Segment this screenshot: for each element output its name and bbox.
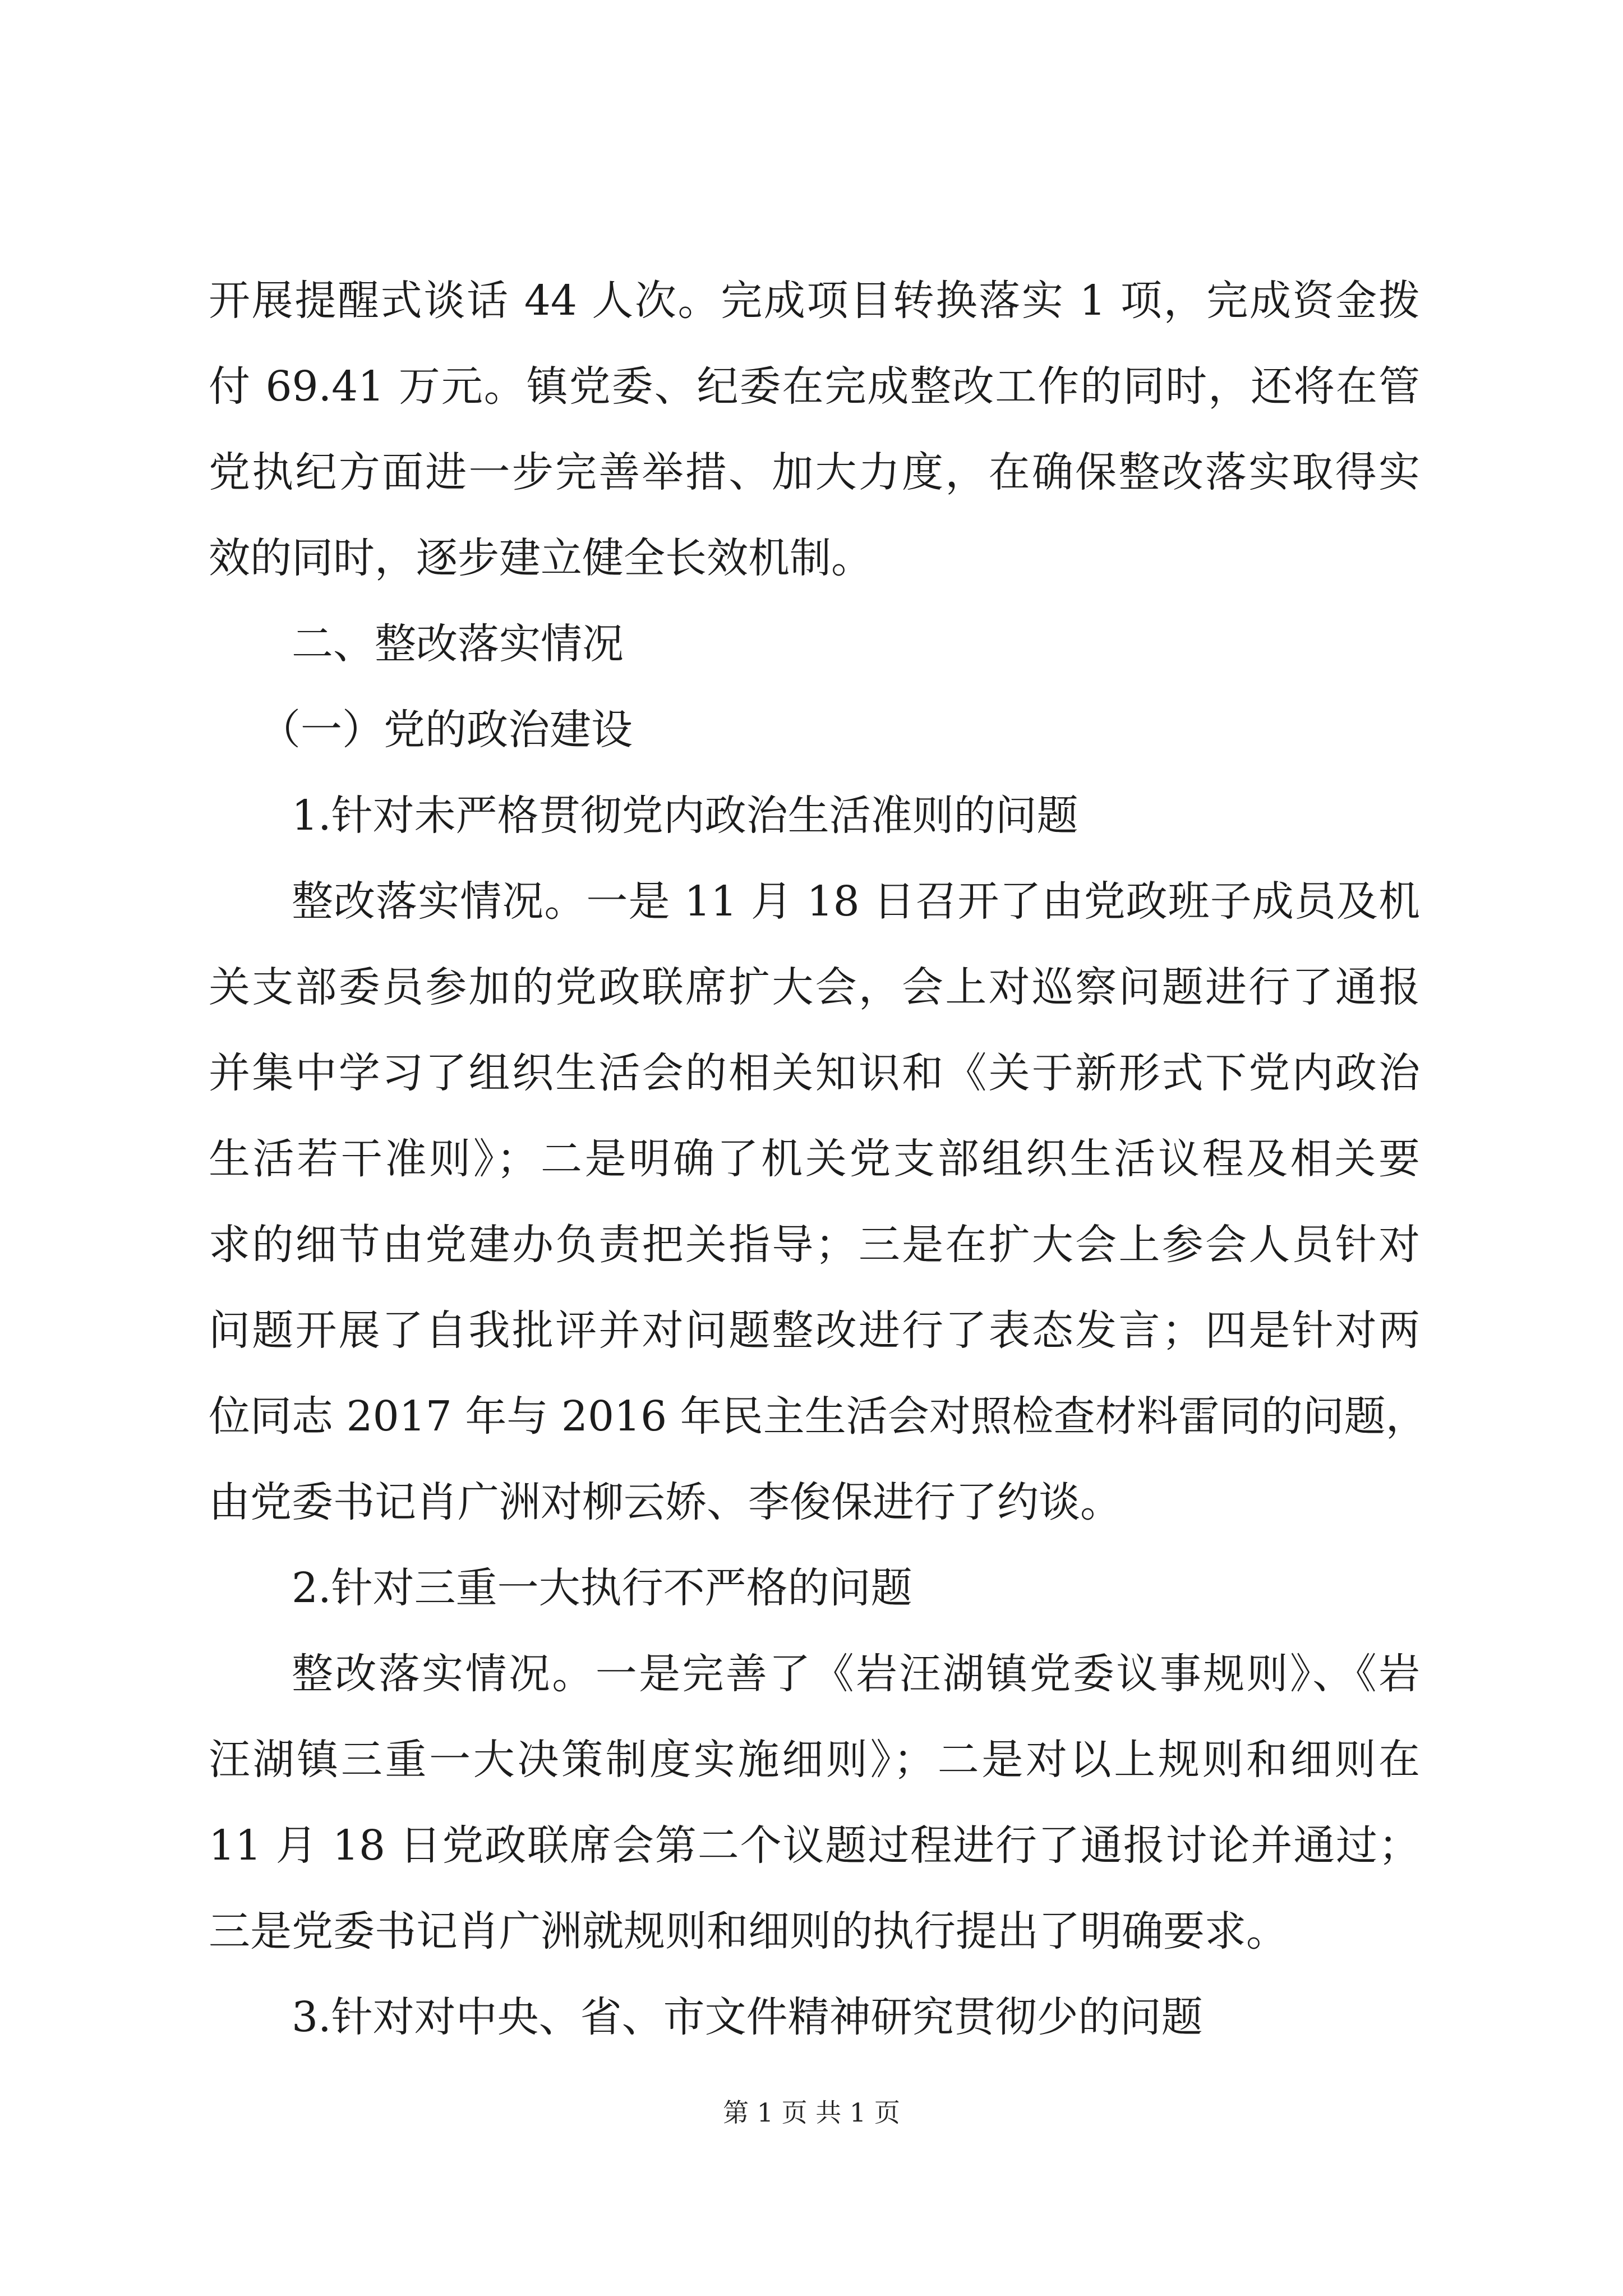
paragraph-line: 汪湖镇三重一大决策制度实施细则》；二是对以上规则和细则在 (209, 1736, 1420, 1784)
paragraph-line: 效的同时，逐步建立健全长效机制。 (209, 534, 873, 582)
paragraph-line: 生活若干准则》；二是明确了机关党支部组织生活议程及相关要 (209, 1135, 1420, 1183)
paragraph-line: 11 月 18 日党政联席会第二个议题过程进行了通报讨论并通过； (209, 1821, 1420, 1870)
paragraph-line: 问题开展了自我批评并对问题整改进行了表态发言；四是针对两 (209, 1306, 1420, 1355)
section-heading: 二、整改落实情况 (292, 620, 624, 668)
item-heading: 2.针对三重一大执行不严格的问题 (292, 1564, 912, 1612)
paragraph-line: 整改落实情况。一是完善了《岩汪湖镇党委议事规则》、《岩 (292, 1650, 1420, 1698)
paragraph-line: 党执纪方面进一步完善举措、加大力度，在确保整改落实取得实 (209, 448, 1420, 496)
document-body (209, 258, 1427, 2060)
paragraph-line: 整改落实情况。一是 11 月 18 日召开了由党政班子成员及机 (292, 877, 1420, 926)
paragraph-line: 位同志 2017 年与 2016 年民主生活会对照检查材料雷同的问题， (209, 1392, 1427, 1441)
paragraph-line: 付 69.41 万元。镇党委、纪委在完成整改工作的同时，还将在管 (209, 362, 1420, 411)
paragraph-line: 关支部委员参加的党政联席扩大会，会上对巡察问题进行了通报 (209, 963, 1420, 1011)
item-heading: 1.针对未严格贯彻党内政治生活准则的问题 (292, 792, 1078, 840)
paragraph-line: 开展提醒式谈话 44 人次。完成项目转换落实 1 项，完成资金拨 (209, 277, 1420, 325)
paragraph-line: 求的细节由党建办负责把关指导；三是在扩大会上参会人员针对 (209, 1221, 1420, 1269)
page-footer: 第 1 页 共 1 页 (723, 2097, 900, 2128)
paragraph-line: 三是党委书记肖广洲就规则和细则的执行提出了明确要求。 (209, 1907, 1288, 1955)
paragraph-line: 并集中学习了组织生活会的相关知识和《关于新形式下党内政治 (209, 1049, 1420, 1097)
paragraph-line: 由党委书记肖广洲对柳云娇、李俊保进行了约谈。 (209, 1478, 1122, 1526)
subsection-heading: （一）党的政治建设 (259, 706, 633, 754)
item-heading: 3.针对对中央、省、市文件精神研究贯彻少的问题 (292, 1993, 1203, 2041)
